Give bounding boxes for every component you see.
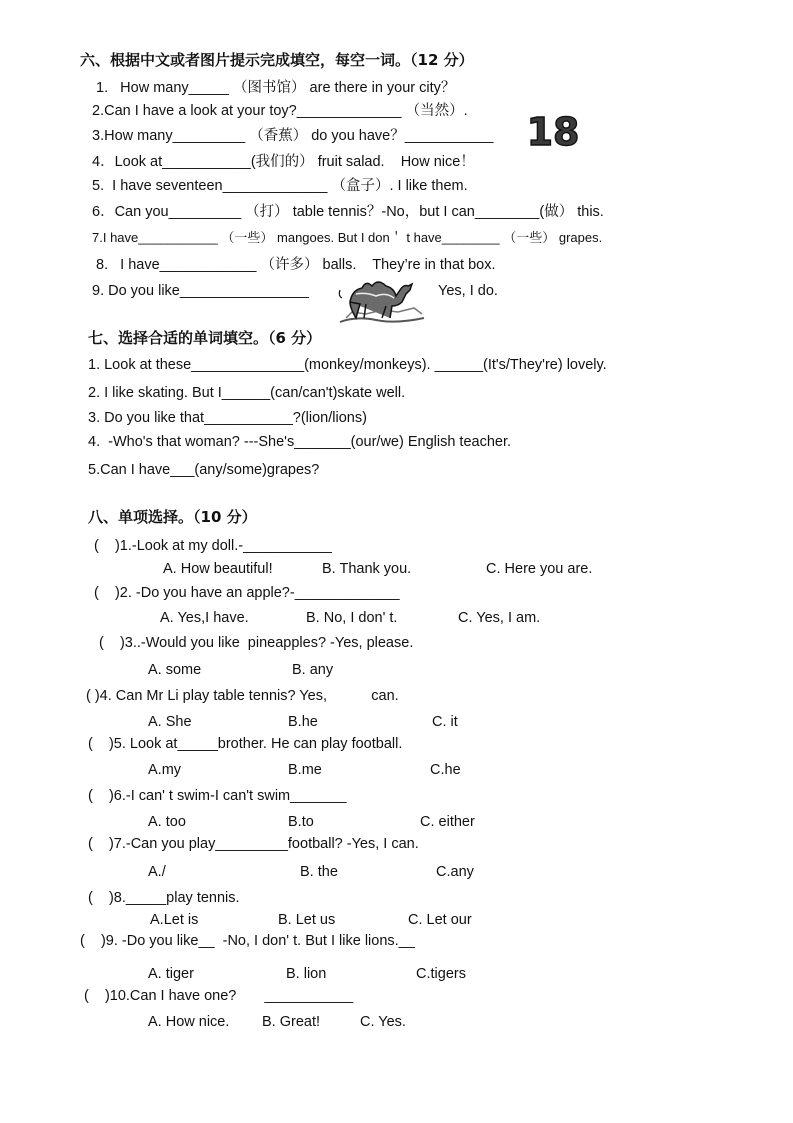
q6-option-a: A. too bbox=[148, 814, 186, 830]
q10-stem: ( )10.Can I have one? ___________ bbox=[84, 988, 354, 1004]
sec6-item-9: 9. Do you like________________ bbox=[92, 283, 309, 299]
q1-stem: ( )1.-Look at my doll.-___________ bbox=[94, 538, 332, 554]
q1-option-c: C. Here you are. bbox=[486, 561, 593, 577]
sec7-item-4: 4. -Who's that woman? ---She's_______(our/we) English teacher. bbox=[88, 434, 512, 450]
q8-option-b: B. Let us bbox=[278, 912, 336, 928]
number-picture bbox=[526, 110, 580, 154]
q9-option-a: A. tiger bbox=[148, 966, 194, 982]
q8-option-a: A.Let is bbox=[150, 912, 199, 928]
q5-option-b: B.me bbox=[288, 762, 322, 778]
q2-option-c: C. Yes, I am. bbox=[458, 610, 541, 626]
q3-option-a: A. some bbox=[148, 662, 202, 678]
sec7-item-3: 3. Do you like that___________?(lion/lions) bbox=[88, 410, 367, 426]
sec6-item-2: 2.Can I have a look at your toy?_____________ （当然）. bbox=[92, 103, 468, 119]
sec7-item-2: 2. I like skating. But I______(can/can't)skate well. bbox=[88, 385, 406, 401]
q7-option-c: C.any bbox=[436, 864, 474, 880]
q8-stem: ( )8._____play tennis. bbox=[88, 890, 240, 906]
q7-option-b: B. the bbox=[300, 864, 338, 880]
q3-stem: ( )3..-Would you like pineapples? -Yes, please. bbox=[99, 635, 414, 651]
camel-picture bbox=[336, 272, 428, 328]
q5-option-c: C.he bbox=[430, 762, 461, 778]
q4-option-a: A. She bbox=[148, 714, 192, 730]
q10-option-c: C. Yes. bbox=[360, 1014, 406, 1030]
sec7-item-1: 1. Look at these______________(monkey/monkeys). ______(It's/They're) lovely. bbox=[88, 357, 607, 373]
sec6-item-1: 1. How many_____ （图书馆） are there in your city？ bbox=[96, 80, 456, 96]
q4-option-c: C. it bbox=[432, 714, 458, 730]
q6-stem: ( )6.-I can' t swim-I can't swim_______ bbox=[88, 788, 347, 804]
q1-option-a: A. How beautiful! bbox=[163, 561, 273, 577]
q4-option-b: B.he bbox=[288, 714, 318, 730]
q2-option-a: A. Yes,I have. bbox=[160, 610, 249, 626]
number-picture-text: 18 bbox=[526, 110, 580, 154]
q9-option-b: B. lion bbox=[286, 966, 327, 982]
q4-stem: ( )4. Can Mr Li play table tennis? Yes, can. bbox=[86, 688, 399, 704]
sec7-item-5: 5.Can I have___(any/some)grapes? bbox=[88, 462, 320, 478]
sec6-item-3: 3.How many_________ （香蕉） do you have？___________ bbox=[92, 128, 494, 144]
sec6-item-4: 4．Look at___________(我们的） fruit salad. How nice！ bbox=[92, 154, 475, 170]
q6-option-b: B.to bbox=[288, 814, 314, 830]
q10-option-a: A. How nice. bbox=[148, 1014, 230, 1030]
q3-option-b: B. any bbox=[292, 662, 334, 678]
q9-stem: ( )9. -Do you like__ -No, I don' t. But I like lions.__ bbox=[80, 933, 415, 949]
section-8-title: 八、单项选择。（10 分） bbox=[88, 508, 257, 526]
sec6-item-5: 5. I have seventeen_____________ （盒子）. I like them. bbox=[92, 178, 468, 194]
sec6-item-8: 8. I have____________ （许多） balls. They’re in that box. bbox=[96, 257, 496, 273]
section-6-title: 六、根据中文或者图片提示完成填空，每空一词。（12 分） bbox=[80, 51, 474, 69]
q2-option-b: B. No, I don' t. bbox=[306, 610, 398, 626]
q10-option-b: B. Great! bbox=[262, 1014, 321, 1030]
q1-option-b: B. Thank you. bbox=[322, 561, 412, 577]
q7-option-a: A./ bbox=[148, 864, 166, 880]
sec6-item-6: 6．Can you_________ （打） table tennis？-No，but I can________(做） this. bbox=[92, 204, 604, 220]
sec6-item-7: 7.I have___________ （一些） mangoes. But I don＇ t have________ （一些） grapes. bbox=[92, 230, 603, 245]
q5-stem: ( )5. Look at_____brother. He can play football. bbox=[88, 736, 403, 752]
q2-stem: ( )2. -Do you have an apple?-_____________ bbox=[94, 585, 400, 601]
sec6-item-9-answer: Yes, I do. bbox=[438, 283, 498, 299]
q7-stem: ( )7.-Can you play_________football? -Yes, I can. bbox=[88, 836, 419, 852]
q6-option-c: C. either bbox=[420, 814, 475, 830]
q5-option-a: A.my bbox=[148, 762, 182, 778]
section-7-title: 七、选择合适的单词填空。（6 分） bbox=[88, 329, 322, 347]
q8-option-c: C. Let our bbox=[408, 912, 472, 928]
q9-option-c: C.tigers bbox=[416, 966, 466, 982]
